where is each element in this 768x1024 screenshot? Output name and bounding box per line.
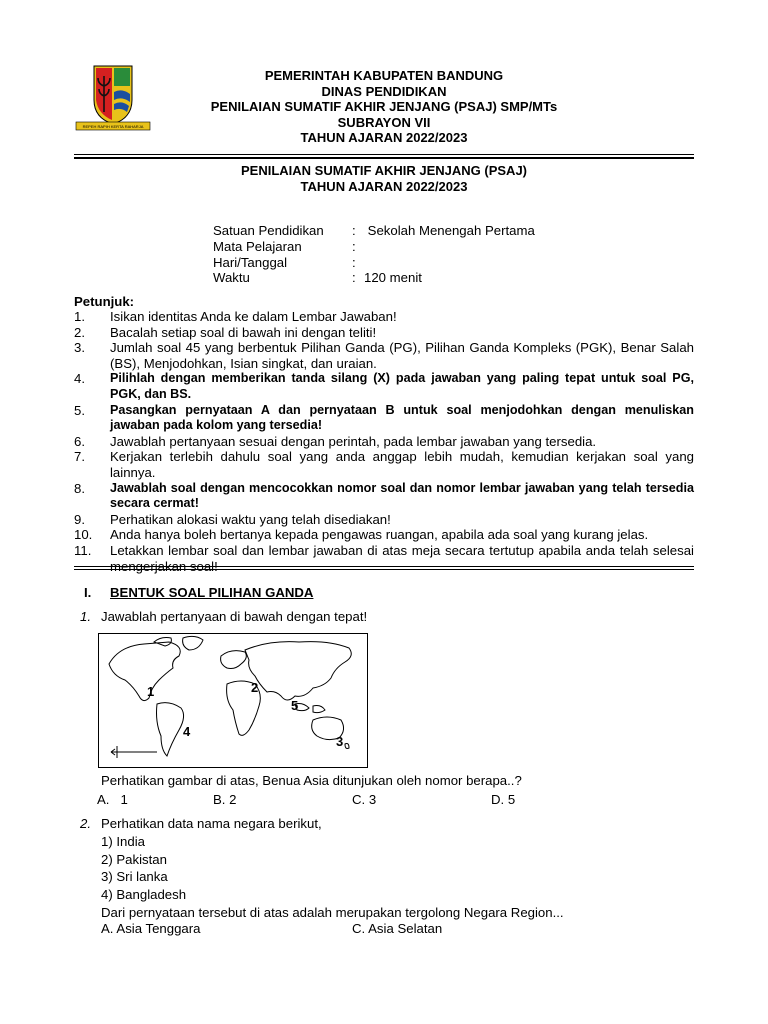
list-item: 1) India [101,834,145,849]
instruction-item [74,434,694,450]
instruction-text: Anda hanya boleh bertanya kepada pengawas ruangan, apabila ada soal yang kurang jelas. [110,527,649,543]
header-line: PEMERINTAH KABUPATEN BANDUNG [264,68,504,83]
logo-motto: REPEH RAPIH KERTA RAHARJA [82,124,144,129]
instruction-item [74,481,694,512]
instructions-divider [74,569,694,570]
section-title: BENTUK SOAL PILIHAN GANDA [110,585,314,600]
header-line: TAHUN AJARAN 2022/2023 [300,130,468,146]
instructions-list [74,309,694,574]
instruction-number: 5. [74,402,85,418]
instruction-text: Bacalah setiap soal di bawah ini dengan teliti! [110,324,377,340]
world-map-image [98,633,368,768]
question-text: Perhatikan data nama negara berikut, [101,816,322,831]
exam-title-line: TAHUN AJARAN 2022/2023 [300,178,468,194]
question-1-prompt: Perhatikan gambar di atas, Benua Asia ditunjukan oleh nomor berapa..? [101,773,522,788]
identity-row [213,239,535,255]
section-number: I. [84,585,92,600]
instruction-number: 2. [74,324,85,340]
map-label: 1 [147,684,155,699]
identity-row [213,255,535,271]
instruction-number: 6. [74,433,85,449]
header-line: DINAS PENDIDIKAN [321,83,447,99]
instruction-number: 4. [74,371,85,387]
identity-value: Sekolah Menengah Pertama [364,223,535,238]
question-number: 2. [80,816,91,831]
question-1-options [97,792,657,810]
map-label: 4 [183,724,191,739]
question-1 [80,608,367,626]
instruction-number: 1. [74,309,85,324]
question-text: Jawablah pertanyaan di bawah dengan tepat! [101,609,368,624]
country-list [101,833,186,903]
identity-colon: : [352,270,356,286]
identity-value: 120 menit [364,270,422,286]
identity-colon: : [352,254,356,270]
identity-colon: : [352,223,356,238]
map-label: 5 [291,698,299,713]
instruction-number: 9. [74,511,85,527]
exam-title [120,163,648,194]
answer-option-a[interactable]: A. Asia Tenggara [101,921,201,936]
instruction-text: Jumlah soal 45 yang berbentuk Pilihan Ganda (PG), Pilihan Ganda Kompleks (PGK), Benar Salah (BS), Menjodohkan, Isian singkat, dan uraian. [110,340,694,371]
instruction-item [74,371,694,402]
map-label: 2 [251,680,259,695]
section-heading [84,585,313,600]
instruction-item [74,403,694,434]
instruction-number: 8. [74,480,85,496]
instruction-number: 11. [74,542,92,558]
instruction-text: Pilihlah dengan memberikan tanda silang (X) pada jawaban yang paling tepat untuk soal PG, PGK, dan BS. [110,371,694,401]
instruction-item [74,325,694,341]
instruction-item [74,340,694,371]
instruction-text: Jawablah pertanyaan sesuai dengan perintah, pada lembar jawaban yang tersedia. [110,433,597,449]
instruction-item [74,527,694,543]
identity-table [213,223,535,286]
instruction-text: Jawablah soal dengan mencocokkan nomor soal dan nomor lembar jawaban yang telah tersedia secara cermat! [110,480,694,511]
identity-label: Satuan Pendidikan [213,223,324,238]
identity-row [213,270,535,286]
question-2 [80,815,322,833]
answer-option-d[interactable]: D. 5 [491,792,516,807]
instruction-number: 7. [74,449,85,465]
instructions-heading: Petunjuk: [74,294,135,309]
header-line: PENILAIAN SUMATIF AKHIR JENJANG (PSAJ) SMP/MTs [210,99,558,115]
instruction-item [74,512,694,528]
identity-label: Hari/Tanggal [213,254,288,270]
instruction-text: Pasangkan pernyataan A dan pernyataan B untuk soal menjodohkan dengan menuliskan jawaban pada kolom yang tersedia! [110,402,694,433]
answer-option-c[interactable]: C. Asia Selatan [352,921,443,936]
question-2-prompt: Dari pernyataan tersebut di atas adalah merupakan tergolong Negara Region... [101,905,564,920]
instruction-text: Kerjakan terlebih dahulu soal yang anda anggap lebih mudah, kemudian kerjakan soal yang lainnya. [110,449,694,480]
exam-title-line: PENILAIAN SUMATIF AKHIR JENJANG (PSAJ) [240,163,528,178]
list-item: 3) Sri lanka [101,869,168,885]
map-label: 3 [336,734,344,749]
instruction-number: 3. [74,340,85,356]
header-divider [74,154,694,155]
answer-option-b[interactable]: B. 2 [213,792,237,807]
instructions-divider [74,566,694,567]
list-item: 2) Pakistan [101,851,167,867]
identity-label: Mata Pelajaran [213,238,302,254]
question-2-options [97,921,657,939]
kabupaten-bandung-logo [74,62,152,132]
question-number: 1. [80,609,91,624]
answer-option-a[interactable]: A. 1 [97,792,128,807]
instruction-item [74,449,694,480]
identity-label: Waktu [213,270,250,286]
header-divider-thick [74,157,694,159]
instruction-text: Perhatikan alokasi waktu yang telah disediakan! [110,511,391,527]
instruction-number: 10. [74,527,93,543]
identity-row [213,223,535,239]
header-line: SUBRAYON VII [337,114,431,130]
list-item: 4) Bangladesh [101,886,187,902]
letterhead [160,68,608,146]
instruction-text: Letakkan lembar soal dan lembar jawaban di atas meja secara tertutup apabila anda telah selesai mengerjakan soal! [110,542,694,574]
answer-option-c[interactable]: C. 3 [352,792,377,807]
identity-colon: : [352,238,356,254]
instruction-item [74,309,694,325]
instruction-text: Isikan identitas Anda ke dalam Lembar Jawaban! [110,309,397,324]
